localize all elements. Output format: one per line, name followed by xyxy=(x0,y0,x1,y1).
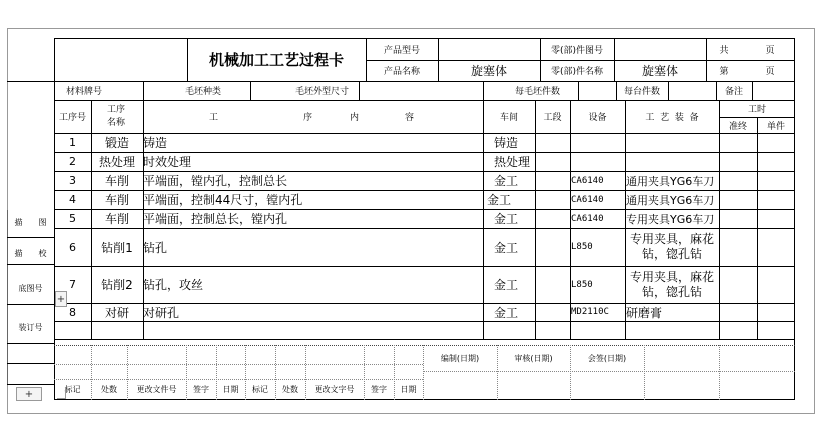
footer-label-signature-2: 签字 xyxy=(371,385,387,394)
row-4-tool: 通用夹具YG6车刀 xyxy=(626,193,715,207)
col-workshop: 车间 xyxy=(499,113,518,123)
product-name-value[interactable]: 旋塞体 xyxy=(470,64,507,78)
row-7-shop: 金工 xyxy=(494,278,519,292)
row-4-content: 平端面，控制44尺寸，镗内孔 xyxy=(143,193,303,207)
footer-label-change-doc-2: 更改文字号 xyxy=(314,385,355,394)
blank-size-label: 毛坯外型尺寸 xyxy=(294,87,349,97)
side-trace-label: 描 图 xyxy=(14,217,47,227)
row-5-content: 平端面，控制总长，镗内孔 xyxy=(143,212,288,226)
row-2-no: 2 xyxy=(69,155,76,168)
row-7-no: 7 xyxy=(69,278,76,291)
row-1-shop: 铸造 xyxy=(494,136,519,150)
col-proc-no: 工序号 xyxy=(58,113,86,123)
col-unit: 单件 xyxy=(766,121,785,132)
row-4-equip: CA6140 xyxy=(571,194,604,205)
row-5-tool: 专用夹具YG6车刀 xyxy=(626,212,715,226)
col-content-char-4: 容 xyxy=(405,113,415,123)
row-3-equip: CA6140 xyxy=(571,175,604,186)
row-7-equip: L850 xyxy=(571,279,593,290)
footer-label-signature-1: 签字 xyxy=(193,385,209,394)
row-5-shop: 金工 xyxy=(494,212,519,226)
per-unit-label: 每台件数 xyxy=(623,87,660,97)
footer-label-date-1: 日期 xyxy=(222,385,239,394)
row-5-name: 车削 xyxy=(104,212,129,226)
row-3-name: 车削 xyxy=(104,174,129,188)
part-name-value[interactable]: 旋塞体 xyxy=(641,64,678,78)
row-5-no: 5 xyxy=(69,212,76,225)
row-6-shop: 金工 xyxy=(494,240,519,255)
row-7-tool: 专用夹具，麻花钻，锪孔钻 xyxy=(629,269,714,299)
col-prep: 准终 xyxy=(728,121,747,132)
product-model-value[interactable] xyxy=(438,38,540,60)
row-8-equip: MD2110C xyxy=(571,307,609,317)
row-5-equip: CA6140 xyxy=(571,213,604,224)
blank-type-label: 毛坯种类 xyxy=(184,87,221,97)
row-6-no: 6 xyxy=(69,240,76,254)
col-content-char-3: 内 xyxy=(350,113,360,123)
part-name-label: 零(部)件名称 xyxy=(550,67,604,77)
side-base-no-label: 底图号 xyxy=(18,283,43,293)
side-bind-no-label: 装订号 xyxy=(18,322,43,332)
row-7-name: 钻削2 xyxy=(101,278,133,292)
col-content-char-1: 工 xyxy=(209,113,219,123)
row-6-content: 钻孔 xyxy=(143,240,168,255)
review-date-label: 审核(日期) xyxy=(514,353,553,363)
footer-label-count-1: 处数 xyxy=(101,385,117,394)
row-1-no: 1 xyxy=(69,136,76,149)
row-4-no: 4 xyxy=(69,193,76,206)
footer-label-date-2: 日期 xyxy=(400,385,417,394)
row-6-equip: L850 xyxy=(571,242,593,252)
row-1-name: 锻造 xyxy=(104,136,129,150)
row-8-tool: 研磨膏 xyxy=(626,305,663,320)
row-4-shop: 金工 xyxy=(487,193,512,207)
col-tooling: 工 艺 装 备 xyxy=(645,113,699,123)
expand-plus-button[interactable]: + xyxy=(55,291,67,307)
col-content xyxy=(143,100,483,133)
col-content-char-2: 序 xyxy=(303,113,313,123)
resize-handle-icon[interactable] xyxy=(57,390,66,399)
row-8-shop: 金工 xyxy=(494,305,519,320)
per-blank-label: 每毛坯件数 xyxy=(514,87,560,97)
sign-date-label: 会签(日期) xyxy=(587,353,627,363)
row-7-content: 钻孔，攻丝 xyxy=(143,278,204,292)
row-8-content: 对研孔 xyxy=(143,305,180,320)
footer-label-mark-2: 标记 xyxy=(252,385,268,394)
row-3-no: 3 xyxy=(69,174,76,187)
card-title: 机械加工工艺过程卡 xyxy=(208,51,344,69)
col-equipment: 设备 xyxy=(588,113,607,123)
row-4-name: 车削 xyxy=(104,193,129,207)
remark-label: 备注 xyxy=(724,87,743,97)
total-pages-label: 共 xyxy=(719,45,729,56)
row-3-tool: 通用夹具YG6车刀 xyxy=(626,174,715,188)
product-model-label: 产品型号 xyxy=(383,45,420,56)
row-6-tool: 专用夹具，麻花钻，锪孔钻 xyxy=(629,232,714,261)
footer-label-mark-1: 标记 xyxy=(64,385,81,394)
row-2-name: 热处理 xyxy=(98,155,135,169)
col-proc-name: 工序名称 xyxy=(106,104,125,128)
col-man-hours: 工时 xyxy=(747,105,766,115)
current-page-unit: 页 xyxy=(765,67,775,77)
part-drawing-label: 零(部)件图号 xyxy=(550,45,604,56)
side-proof-label: 描 校 xyxy=(14,248,47,258)
row-6-name: 钻削1 xyxy=(101,240,133,255)
current-page-label: 第 xyxy=(719,67,729,77)
row-3-shop: 金工 xyxy=(494,174,519,188)
add-sheet-button[interactable]: + xyxy=(16,387,42,401)
row-2-shop: 热处理 xyxy=(494,155,531,169)
row-8-name: 对研 xyxy=(104,305,129,320)
footer-label-change-doc-1: 更改文件号 xyxy=(136,385,177,394)
row-8-no: 8 xyxy=(69,305,76,319)
material-label: 材料牌号 xyxy=(65,87,102,97)
total-pages-unit: 页 xyxy=(765,45,775,56)
row-1-content: 铸造 xyxy=(143,136,168,150)
col-section: 工段 xyxy=(543,113,562,123)
compile-date-label: 编制(日期) xyxy=(440,353,480,363)
footer-label-count-2: 处数 xyxy=(282,385,298,394)
part-drawing-value[interactable] xyxy=(614,38,706,60)
product-name-label: 产品名称 xyxy=(383,67,420,77)
row-2-content: 时效处理 xyxy=(143,155,192,169)
row-3-content: 平端面，镗内孔，控制总长 xyxy=(143,174,288,188)
